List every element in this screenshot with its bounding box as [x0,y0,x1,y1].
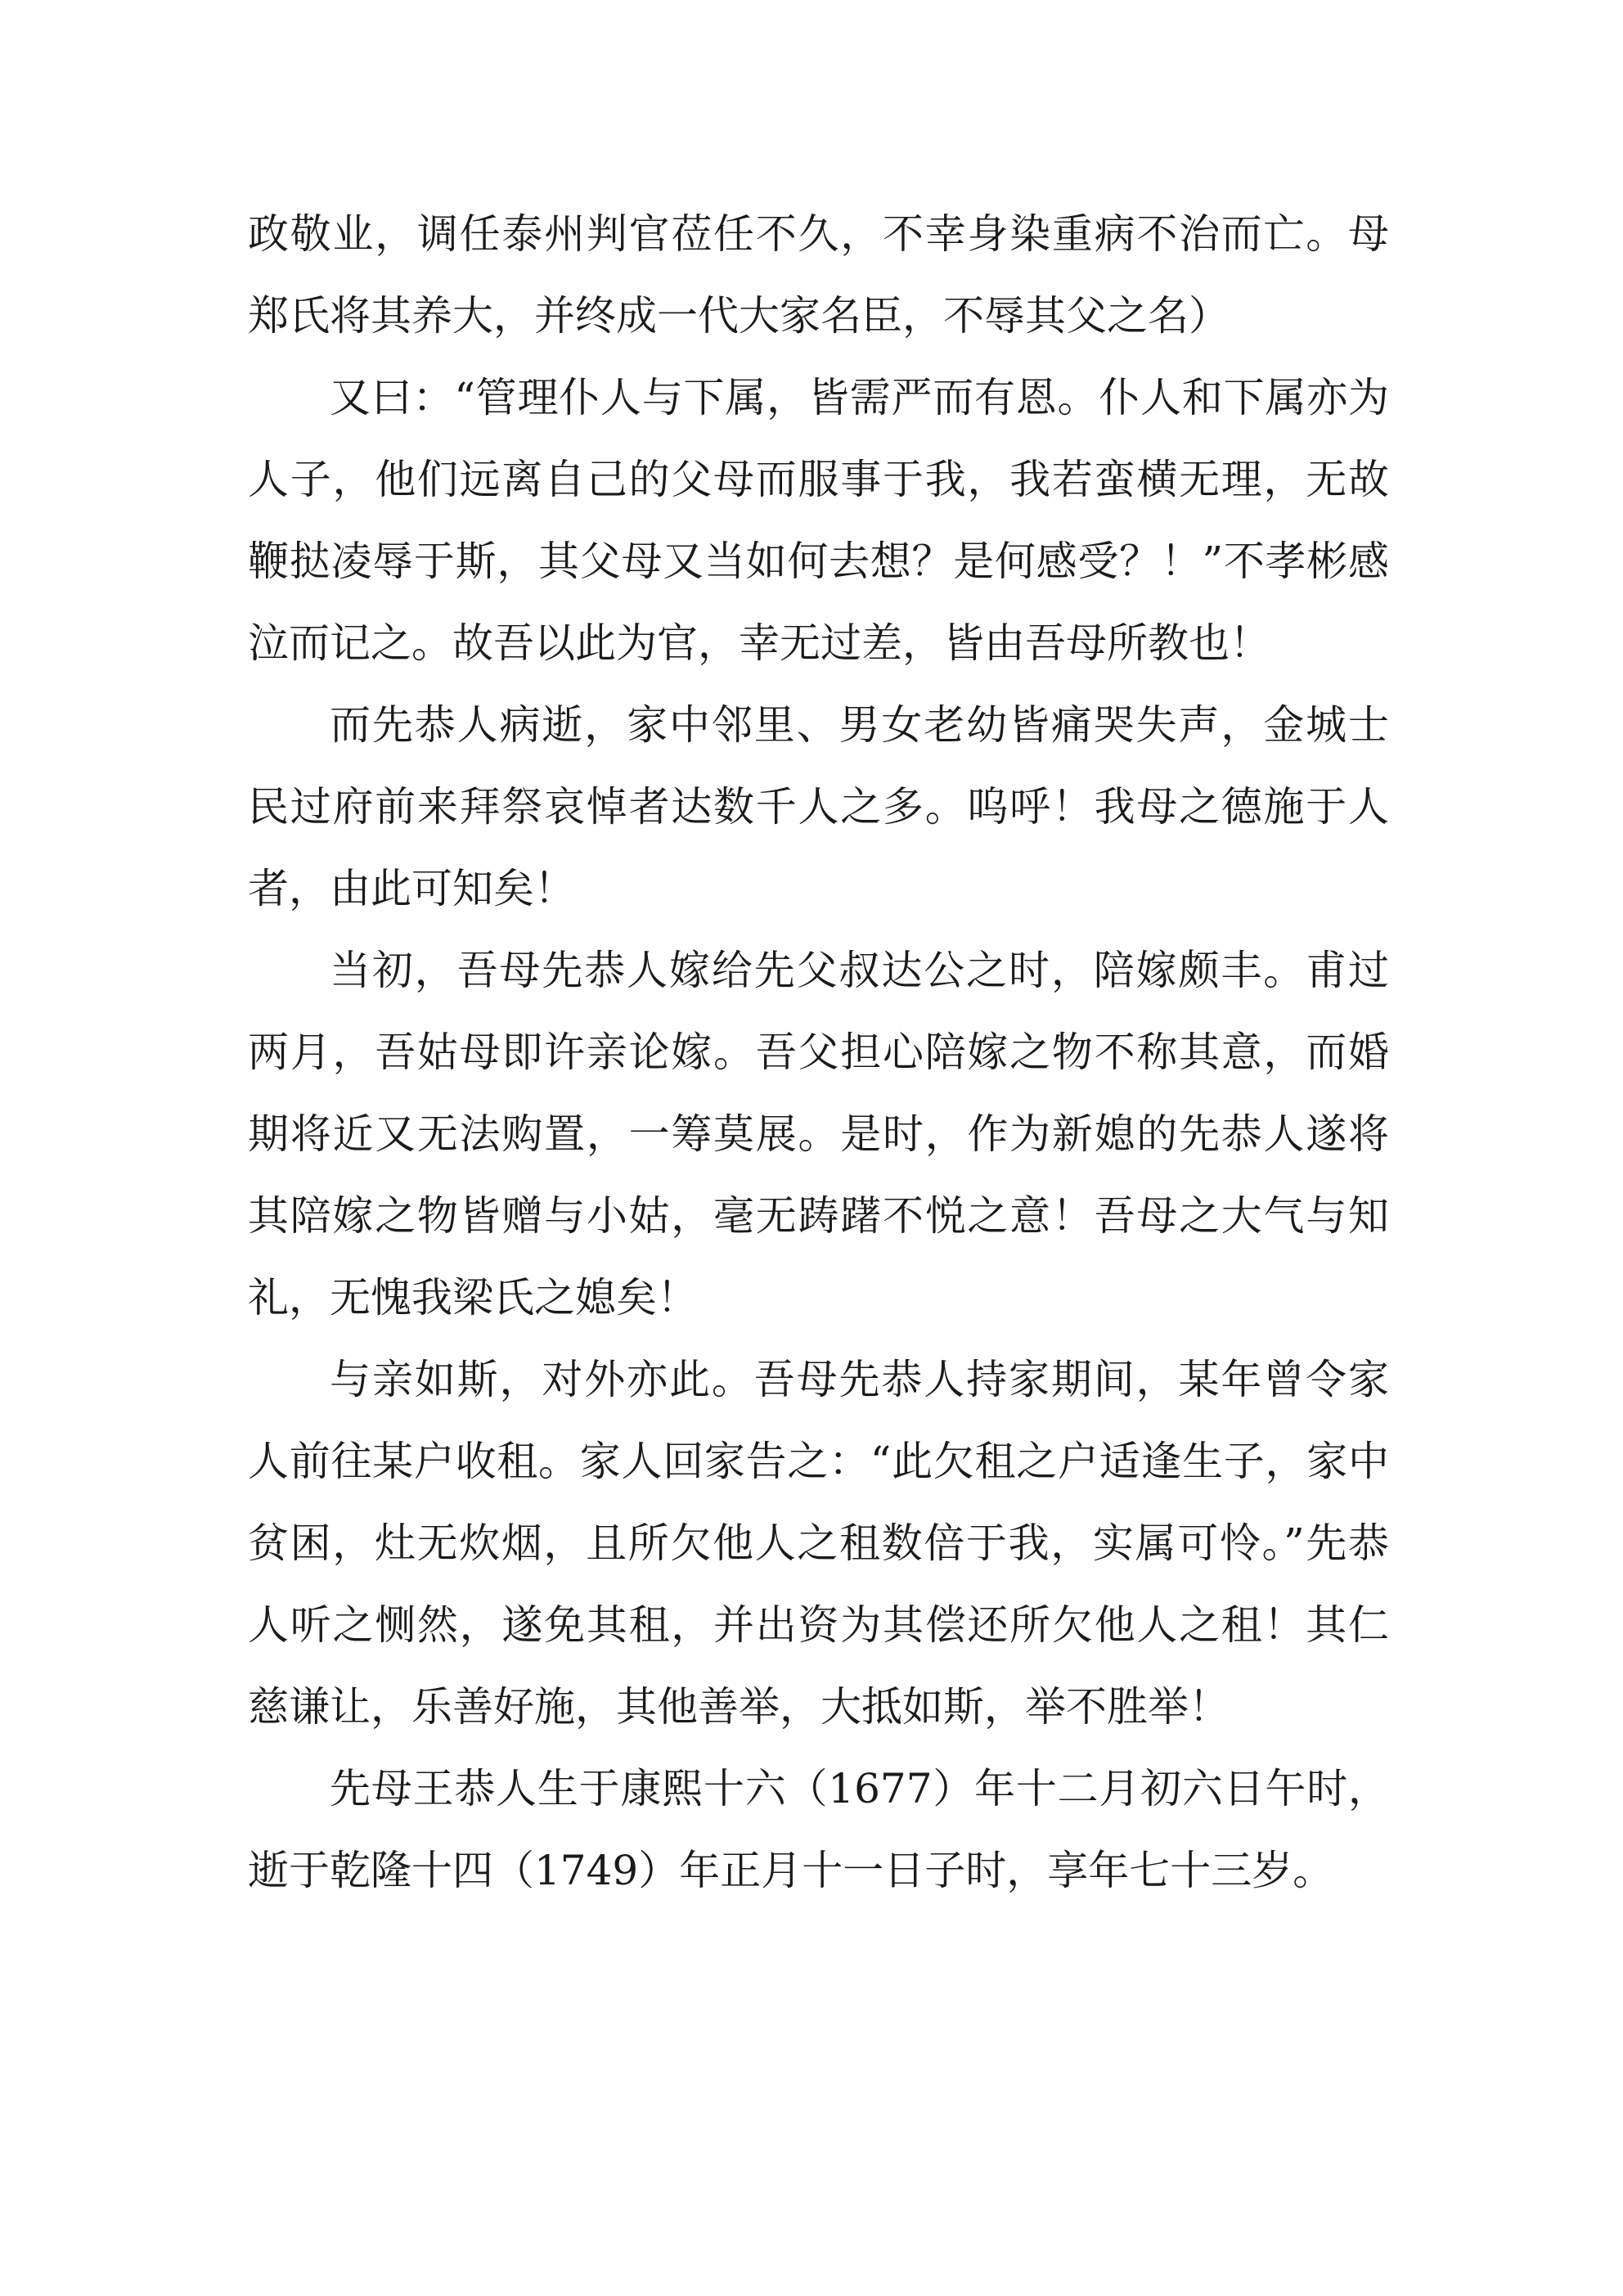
paragraph-5: 与亲如斯，对外亦此。吾母先恭人持家期间，某年曾令家人前往某户收租。家人回家告之：“此欠租之户适逢生子，家中贫困，灶无炊烟，且所欠他人之租数倍于我，实属可怜。”先恭人听之恻然，遂免其租，并出资为其偿还所欠他人之租！其仁慈谦让，乐善好施，其他善举，大抵如斯，举不胜举！ [248,1356,1389,1731]
paragraph-3: 而先恭人病逝，家中邻里、男女老幼皆痛哭失声，金城士民过府前来拜祭哀悼者达数千人之多。呜呼！我母之德施于人者，由此可知矣！ [248,701,1389,912]
paragraph-1: 政敬业，调任泰州判官莅任不久，不幸身染重病不治而亡。母郑氏将其养大，并终成一代大家名臣，不辱其父之名） [248,210,1389,340]
paragraph-4: 当初，吾母先恭人嫁给先父叔达公之时，陪嫁颇丰。甫过两月，吾姑母即许亲论嫁。吾父担心陪嫁之物不称其意，而婚期将近又无法购置，一筹莫展。是时，作为新媳的先恭人遂将其陪嫁之物皆赠与小姑，毫无踌躇不悦之意！吾母之大气与知礼，无愧我梁氏之媳矣！ [248,947,1389,1321]
document-body [248,193,1389,1911]
paragraph-6: 先母王恭人生于康熙十六（1677）年十二月初六日午时，逝于乾隆十四（1749）年正月十一日子时，享年七十三岁。 [248,1765,1389,1894]
paragraph-2: 又曰：“管理仆人与下属，皆需严而有恩。仆人和下属亦为人子，他们远离自己的父母而服事于我，我若蛮横无理，无故鞭挞凌辱于斯，其父母又当如何去想？是何感受？！”不孝彬感泣而记之。故吾以此为官，幸无过差，皆由吾母所教也！ [248,374,1389,667]
